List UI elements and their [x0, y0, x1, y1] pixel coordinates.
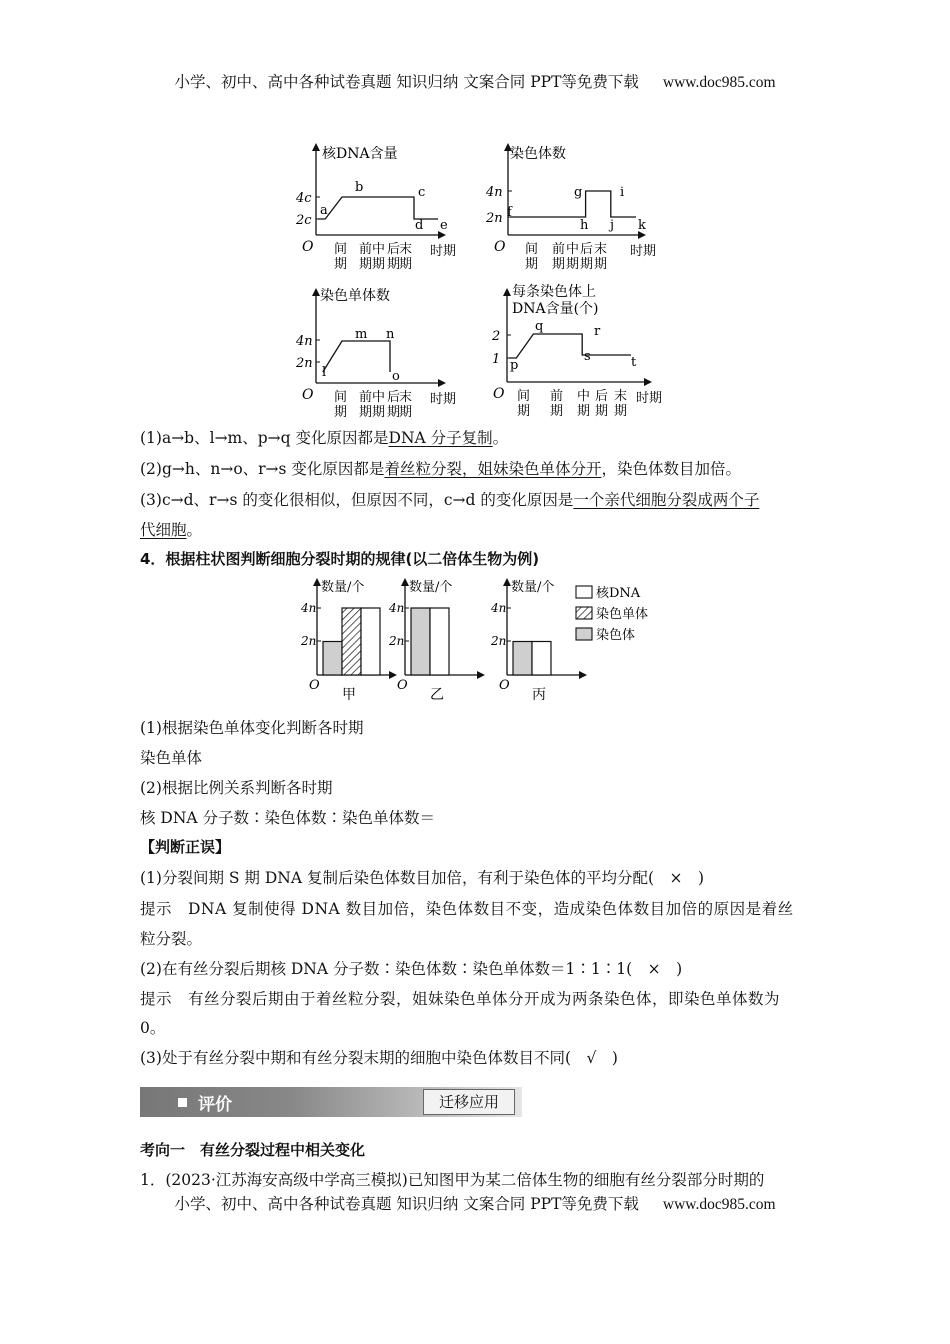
l1u: DNA 分子复制: [388, 429, 493, 447]
point-label: l: [322, 365, 327, 380]
x-tick-label: 后: [595, 389, 609, 404]
series-line: [509, 334, 631, 358]
point-label: g: [574, 185, 583, 200]
l2u: 着丝粒分裂，姐妹染色单体分开: [384, 460, 602, 478]
tip-1a: 提示 DNA 复制使得 DNA 数目加倍，染色体数目不变，造成染色体数目加倍的原因是着丝: [140, 900, 794, 918]
evaluation-banner: [140, 1087, 522, 1117]
bar-y-tick-label: 4n: [389, 601, 405, 615]
axis-arrow: [503, 288, 511, 296]
tip-2b: 0。: [140, 1019, 166, 1037]
y-tick-label: 2c: [296, 213, 312, 228]
x-tick-label: 前: [552, 242, 566, 257]
x-tick-label-2: 期: [372, 405, 386, 420]
y-axis-label: 核DNA含量: [322, 146, 398, 162]
point-label: i: [620, 185, 625, 200]
origin-label: O: [302, 239, 314, 255]
bar-category-label: 丙: [532, 687, 546, 703]
axis-arrow: [477, 671, 485, 679]
x-tick-label: 前: [359, 242, 373, 257]
y-tick-label: 4c: [296, 191, 312, 206]
x-tick-label-2: 期: [334, 257, 348, 272]
series-line: [323, 341, 390, 372]
banner-subtitle: 迁移应用: [423, 1089, 515, 1115]
y-tick-label: 4n: [296, 334, 313, 349]
y-axis-label: 染色体数: [510, 146, 566, 162]
judge-3: (3)处于有丝分裂中期和有丝分裂末期的细胞中染色体数目不同( √ ): [140, 1049, 618, 1067]
x-tick-label: 间: [525, 242, 539, 257]
footer-text: 小学、初中、高中各种试卷真题 知识归纳 文案合同 PPT等免费下载: [174, 1195, 639, 1213]
x-tick-label: 中: [372, 390, 386, 405]
point-label: m: [355, 327, 368, 342]
bar-核DNA: [532, 642, 551, 676]
bar-origin-label: O: [309, 678, 320, 693]
origin-label: O: [493, 386, 505, 402]
point-label: n: [386, 327, 395, 342]
series-line: [510, 191, 636, 217]
x-tick-label-2: 期: [550, 404, 564, 419]
legend-label: 染色体: [596, 628, 636, 643]
axis-arrow: [401, 578, 409, 586]
origin-label: O: [494, 239, 506, 255]
tip-1b: 粒分裂。: [140, 930, 203, 948]
x-tick-label-2: 期: [387, 405, 401, 420]
y-tick-label: 2n: [296, 356, 313, 371]
x-tick-label-2: 期: [525, 257, 539, 272]
x-tick-label-2: 期: [372, 257, 386, 272]
l4b: 。: [186, 521, 203, 539]
bar-核DNA: [430, 608, 449, 675]
x-axis-label: 时期: [636, 391, 663, 406]
p3: (2)根据比例关系判断各时期: [140, 779, 333, 797]
p1: (1)根据染色单体变化判断各时期: [140, 719, 364, 737]
x-tick-label-2: 期: [594, 257, 608, 272]
l2b: ，染色体数目加倍。: [601, 460, 741, 478]
x-tick-label: 末: [614, 389, 628, 404]
x-tick-label: 后: [387, 390, 401, 405]
page-footer: [0, 1192, 950, 1214]
x-tick-label: 前: [550, 389, 564, 404]
x-tick-label-2: 期: [334, 405, 348, 420]
legend-label: 核DNA: [596, 586, 641, 601]
axis-arrow: [438, 379, 446, 387]
x-tick-label: 间: [334, 390, 348, 405]
l1b: 。: [492, 429, 509, 447]
text-line-3: [140, 488, 759, 510]
p2: 染色单体: [140, 749, 203, 767]
banner-title: 评价: [198, 1095, 232, 1115]
bar-y-tick-label: 2n: [389, 634, 405, 648]
y-tick-label: 4n: [486, 185, 503, 200]
axis-arrow: [313, 578, 321, 586]
x-tick-label-2: 期: [359, 257, 373, 272]
point-label: s: [584, 349, 591, 364]
point-label: h: [580, 218, 589, 233]
x-tick-label-2: 期: [552, 257, 566, 272]
axis-arrow: [579, 671, 587, 679]
x-tick-label-2: 期: [399, 257, 413, 272]
p4: 核 DNA 分子数∶染色体数∶染色单体数＝: [140, 809, 436, 827]
l3a: (3)c→d、r→s 的变化很相似，但原因不同，c→d 的变化原因是: [140, 491, 574, 509]
x-tick-label: 末: [399, 242, 413, 257]
bar-染色单体: [342, 608, 361, 675]
bar-y-tick-label: 2n: [491, 634, 507, 648]
l2a: (2)g→h、n→o、r→s 变化原因都是: [140, 460, 385, 478]
y-axis-label: DNA含量(个): [512, 301, 599, 317]
judge-2: (2)在有丝分裂后期核 DNA 分子数∶染色体数∶染色单体数＝1∶1∶1( × ): [140, 960, 683, 978]
axis-arrow: [312, 288, 320, 296]
l4u: 代细胞: [140, 521, 187, 539]
bar-category-label: 甲: [342, 687, 356, 703]
bar-origin-label: O: [499, 678, 510, 693]
x-tick-label-2: 期: [387, 257, 401, 272]
x-tick-label: 后: [387, 242, 401, 257]
bar-origin-label: O: [397, 678, 408, 693]
judge-1: (1)分裂间期 S 期 DNA 复制后染色体数目加倍，有利于染色体的平均分配( × ): [140, 869, 705, 887]
point-label: j: [610, 218, 615, 233]
bar-y-tick-label: 4n: [491, 601, 507, 615]
bar-y-axis-label: 数量/个: [321, 580, 365, 595]
x-tick-label: 中: [577, 389, 591, 404]
y-tick-label: 2n: [486, 211, 503, 226]
x-tick-label: 末: [399, 390, 413, 405]
x-tick-label: 后: [580, 242, 594, 257]
x-tick-label: 末: [594, 242, 608, 257]
y-tick-label: 2: [492, 329, 501, 344]
series-line: [318, 197, 438, 219]
point-label: o: [392, 369, 400, 384]
point-label: r: [594, 324, 601, 339]
point-label: e: [440, 218, 448, 233]
point-label: p: [510, 358, 519, 373]
x-tick-label: 间: [517, 389, 531, 404]
bar-y-axis-label: 数量/个: [511, 580, 555, 595]
x-tick-label-2: 期: [580, 257, 594, 272]
axis-arrow: [644, 378, 652, 386]
text-line-1: [140, 426, 508, 448]
point-label: f: [507, 205, 512, 220]
legend-swatch: [576, 586, 592, 598]
text-line-4: [140, 518, 202, 540]
y-tick-label: 1: [492, 352, 501, 367]
x-axis-label: 时期: [630, 244, 657, 259]
legend-label: 染色单体: [596, 607, 649, 622]
banner-square-icon: [178, 1098, 187, 1107]
x-axis-label: 时期: [430, 244, 457, 259]
bar-y-tick-label: 4n: [301, 601, 317, 615]
x-tick-label-2: 期: [595, 404, 609, 419]
l1a: (1)a→b、l→m、p→q 变化原因都是: [140, 429, 389, 447]
judge-heading: 【判断正误】: [140, 838, 231, 856]
point-label: b: [355, 180, 364, 195]
y-axis-label: 每条染色体上: [512, 284, 596, 300]
point-label: q: [535, 319, 544, 334]
question-1: 1．(2023·江苏海安高级中学高三模拟)已知图甲为某二倍体生物的细胞有丝分裂部分时期的: [140, 1171, 765, 1189]
x-tick-label-2: 期: [399, 405, 413, 420]
axis-arrow: [503, 578, 511, 586]
legend-swatch: [576, 628, 592, 640]
direction-heading: 考向一 有丝分裂过程中相关变化: [140, 1141, 366, 1159]
tip-2a: 提示 有丝分裂后期由于着丝粒分裂，姐妹染色单体分开成为两条染色体，即染色单体数为: [140, 990, 781, 1008]
bar-染色体: [411, 608, 430, 675]
point-label: a: [320, 203, 328, 218]
bar-染色体: [323, 642, 342, 676]
point-label: d: [415, 218, 424, 233]
legend-swatch: [576, 607, 592, 619]
y-axis-label: 染色单体数: [320, 288, 390, 304]
x-axis-label: 时期: [430, 392, 457, 407]
bar-y-axis-label: 数量/个: [409, 580, 453, 595]
bar-核DNA: [361, 608, 380, 675]
section-heading-4: 4．根据柱状图判断细胞分裂时期的规律(以二倍体生物为例): [140, 550, 540, 568]
bar-category-label: 乙: [430, 687, 444, 703]
l3u: 一个亲代细胞分裂成两个子: [573, 491, 760, 509]
x-tick-label: 中: [566, 242, 580, 257]
point-label: c: [418, 185, 426, 200]
x-tick-label: 前: [359, 390, 373, 405]
bar-染色体: [513, 642, 532, 676]
footer-site: www.doc985.com: [662, 1196, 776, 1213]
axis-arrow: [312, 143, 320, 151]
x-tick-label: 中: [372, 242, 386, 257]
origin-label: O: [302, 387, 314, 403]
axis-arrow: [389, 671, 397, 679]
x-tick-label-2: 期: [577, 404, 591, 419]
point-label: t: [631, 355, 637, 370]
x-tick-label-2: 期: [517, 404, 531, 419]
x-tick-label-2: 期: [566, 257, 580, 272]
bar-y-tick-label: 2n: [301, 634, 317, 648]
header-site: www.doc985.com: [662, 74, 776, 91]
header-text: 小学、初中、高中各种试卷真题 知识归纳 文案合同 PPT等免费下载: [174, 73, 639, 91]
text-line-2: [140, 457, 741, 479]
point-label: k: [638, 218, 646, 233]
x-tick-label-2: 期: [359, 405, 373, 420]
x-tick-label-2: 期: [614, 404, 628, 419]
x-tick-label: 间: [334, 242, 348, 257]
